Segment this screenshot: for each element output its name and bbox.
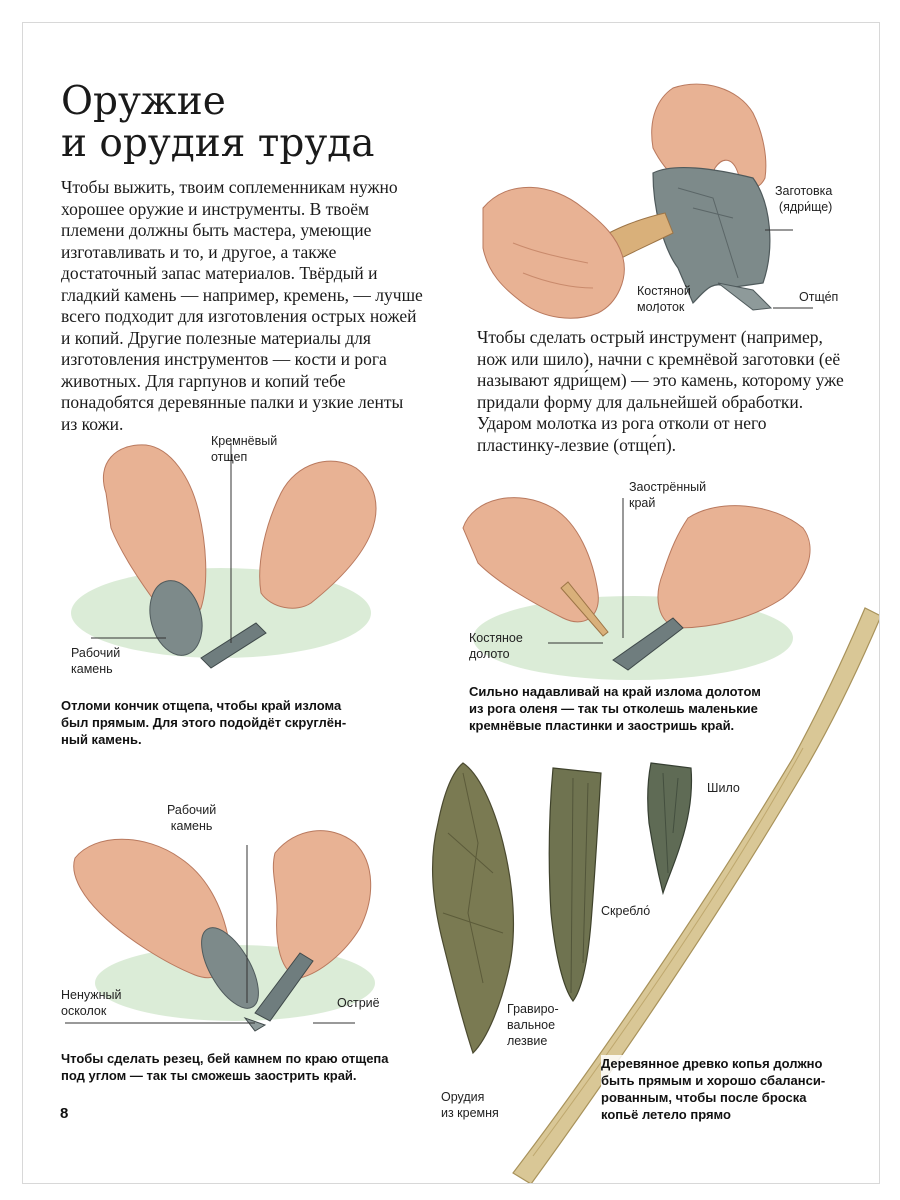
lower-hand-illustration	[483, 187, 624, 318]
spear-caption: Деревянное древко копья должно быть прямым и хорошо сбаланси- рованным, чтобы после броска копьё летело прямо	[601, 1055, 861, 1123]
label-awl: Шило	[707, 781, 740, 795]
intro-paragraph: Чтобы выжить, твоим соплеменникам нужно хорошее оружие и инструменты. В твоём племени должны быть мастера, умеющие изготавливать и то, и другое, а также достаточный запас материалов. Твёрдый и гладкий камень — например, кремень, — лучше всего подходит для изготовления острых ножей и копий. Другие полезные материалы для изготовления инструментов — кости и рога животных. Для гарпунов и копий тебе понадобятся деревянные палки и узкие ленты из кожи.	[61, 177, 423, 434]
step1-caption: Отломи кончик отщепа, чтобы край излома был прямым. Для этого подойдёт скруглён- ный камень.	[61, 698, 347, 747]
step2-caption: Сильно надавливай на край излома долотом из рога оленя — так ты отколешь маленькие кремнёвые пластинки и заостришь край.	[469, 684, 761, 733]
page-title-line-1: Оружие	[61, 79, 226, 124]
page-number: 8	[60, 1105, 69, 1122]
label-working-stone-2: Рабочий камень	[167, 803, 217, 833]
book-page	[22, 22, 880, 1184]
label-working-stone-1: Рабочий камень	[71, 646, 121, 676]
label-flint-flake: Кремнёвый отщеп	[211, 434, 278, 464]
label-bone-hammer: Костяной молоток	[637, 284, 691, 314]
page-title-line-2: и орудия труда	[61, 121, 375, 166]
label-discarded-shard: Ненужный осколок	[61, 988, 122, 1018]
page-title	[61, 81, 461, 165]
label-sharpened-edge: Заострённый край	[629, 480, 707, 510]
label-flint-tools: Орудия из кремня	[441, 1090, 499, 1120]
right-hand-illustration	[273, 831, 370, 978]
core-section-paragraph: Чтобы сделать острый инструмент (например, нож или шило), начни с кремнёвой заготовки (её называют ядри́щем) — это камень, которому уже придали форму для дальнейшей обработки. Ударом молотка из рога отколи от него пластинку-лезвие (отще́п).	[477, 327, 844, 455]
step3-caption: Чтобы сделать резец, бей камнем по краю отщепа под углом — так ты сможешь заострить край.	[61, 1051, 389, 1083]
label-flake: Отще́п	[799, 290, 839, 304]
label-tip: Остриё	[337, 996, 380, 1010]
label-engraving-blade: Гравиро- вальное лезвие	[507, 1002, 559, 1048]
label-scraper: Скребло́	[601, 904, 651, 918]
right-hand-illustration	[260, 461, 376, 608]
engraving-blade-illustration	[433, 763, 514, 1053]
label-bone-chisel: Костяное долото	[469, 631, 523, 661]
step1-snapping-illustration	[71, 433, 411, 683]
flake-illustration	[718, 283, 771, 310]
label-core-blank: Заготовка (ядри́ще)	[775, 184, 833, 214]
